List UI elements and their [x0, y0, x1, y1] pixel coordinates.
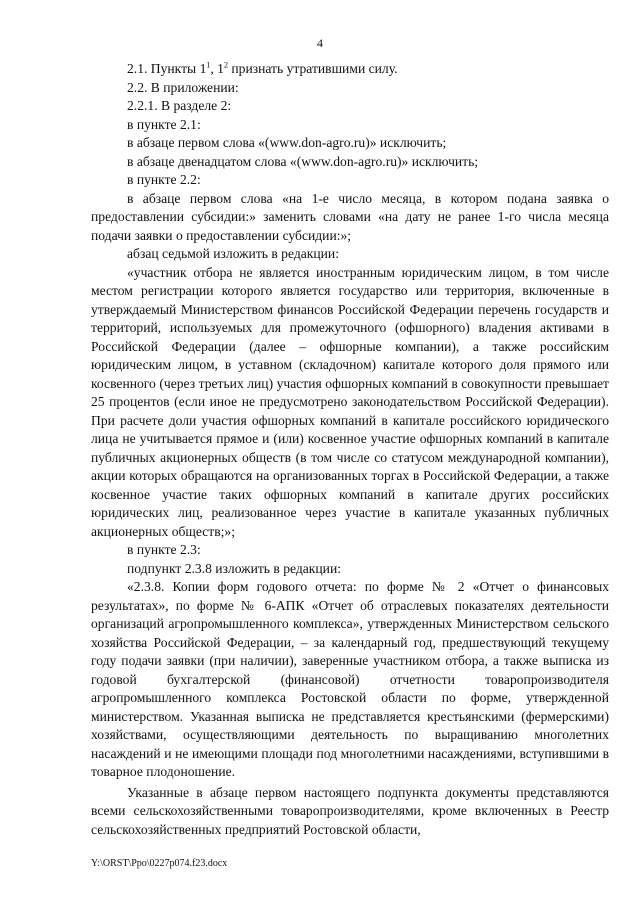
- footer-file-path: Y:\ORST\Ppo\0227p074.f23.docx: [91, 858, 228, 869]
- page-number: 4: [317, 36, 323, 50]
- paragraph-2-3-8-text: «2.3.8. Копии форм годового отчета: по форме № 2 «Отчет о финансовых результатах», по форме № 6-АПК «Отчет об отраслевых показателях деятельности организаций агропромышленного комплекса», утвержденных Министерством сельского хозяйства Российской Федерации, – за календарный год, предшествующий текущему году подачи заявки (при наличии), заверенные участником отбора, а также выписка из годовой бухгалтерской (финансовой) отчетности товаропроизводителя агропромышленного комплекса Ростовской области по форме, утвержденной министерством. Указанная выписка не представляется крестьянскими (фермерскими) хозяйствами, осуществляющими деятельность по выращиванию многолетних насаждений и не имеющими площади под многолетними насаждениями, вступившими в товарное плодоношение.: [91, 579, 609, 779]
- paragraph-point-2-3: в пункте 2.3:: [127, 542, 201, 557]
- paragraph-seventh-abzac: абзац седьмой изложить в редакции:: [127, 246, 339, 261]
- paragraph-2-2: 2.2. В приложении:: [127, 79, 239, 95]
- paragraph-point-2-1: в пункте 2.1:: [127, 116, 201, 132]
- document-body: [91, 60, 609, 839]
- paragraph-replace-words: в абзаце первом слова «на 1-е число месяца, в котором подана заявка о предоставлении субсидии:» заменить словами «на дату не ранее 1-го числа месяца подачи заявки о предоставлении субсидии:»;: [91, 190, 609, 243]
- paragraph-2-1: 2.1. Пункты $1^1$, $1^2$ признать утратившими силу.: [127, 60, 398, 76]
- paragraph-2-2-1: 2.2.1. В разделе 2:: [127, 98, 232, 113]
- paragraph-subpoint-2-3-8: подпункт 2.3.8 изложить в редакции:: [127, 560, 342, 576]
- paragraph-first-abzac: в абзаце первом слова «(www.don-agro.ru)» исключить;: [127, 135, 447, 150]
- paragraph-twelfth-abzac: в абзаце двенадцатом слова «(www.don-agro.ru)» исключить;: [127, 153, 479, 169]
- paragraph-offshore-text: «участник отбора не является иностранным юридическим лицом, в том числе местом регистрации которого является государство или территория, включенные в утверждаемый Министерством финансов Российской Федерации перечень государств и территорий, используемых для промежуточного (офшорного) владения активами в Российской Федерации (далее – офшорные компании), а также российским юридическим лицом, в уставном (складочном) капитале которого доля прямого или косвенного (через третьих лиц) участия офшорных компаний в совокупности превышает 25 процентов (если иное не предусмотрено законодательством Российской Федерации). При расчете доли участия офшорных компаний в капитале российского юридического лица не учитывается прямое и (или) косвенное участие офшорных компаний в капитале публичных акционерных обществ (в том числе со статусом международной компании), акции которых обращаются на организованных торгах в Российской Федерации, а также косвенное участие таких офшорных компаний в капитале других российских юридических лиц, реализованное через участие в капитале указанных публичных акционерных обществ;»;: [91, 264, 609, 539]
- paragraph-documents-text: Указанные в абзаце первом настоящего подпункта документы представляются всеми сельскохозяйственными товаропроизводителями, кроме включенных в Реестр сельскохозяйственных предприятий Ростовской области,: [91, 784, 609, 837]
- paragraph-point-2-2: в пункте 2.2:: [127, 172, 201, 187]
